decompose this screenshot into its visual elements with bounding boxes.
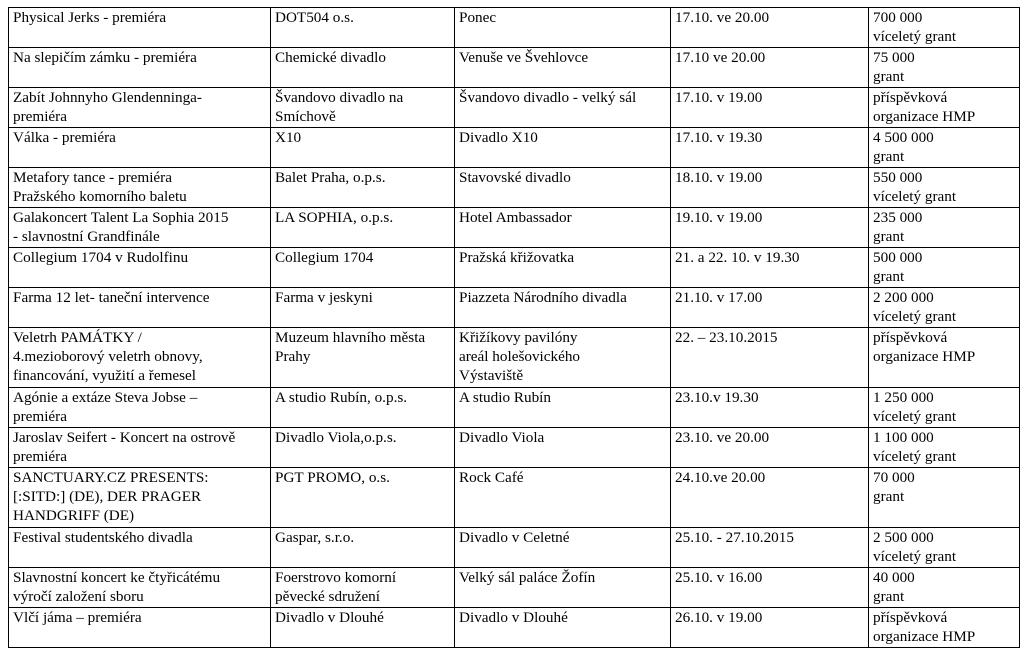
event-name-cell: Farma 12 let- taneční intervence — [9, 288, 271, 328]
table-row — [9, 208, 1020, 248]
organizer-cell: Divadlo v Dlouhé — [271, 608, 455, 648]
table-row — [9, 328, 1020, 388]
support-cell: 70 000 grant — [869, 468, 1020, 528]
organizer-cell: X10 — [271, 128, 455, 168]
table-row — [9, 128, 1020, 168]
table-row — [9, 48, 1020, 88]
venue-cell: Velký sál paláce Žofín — [455, 568, 671, 608]
date-cell: 26.10. v 19.00 — [671, 608, 869, 648]
date-cell: 22. – 23.10.2015 — [671, 328, 869, 388]
table-row — [9, 468, 1020, 528]
venue-cell: Křižíkovy pavilóny areál holešovického Výstaviště — [455, 328, 671, 388]
venue-cell: Divadlo Viola — [455, 428, 671, 468]
venue-cell: Venuše ve Švehlovce — [455, 48, 671, 88]
table-row — [9, 428, 1020, 468]
venue-cell: Ponec — [455, 8, 671, 48]
event-name-cell: Jaroslav Seifert - Koncert na ostrově premiéra — [9, 428, 271, 468]
event-name-cell: Galakoncert Talent La Sophia 2015 - slavnostní Grandfinále — [9, 208, 271, 248]
support-cell: 1 250 000 víceletý grant — [869, 388, 1020, 428]
venue-cell: Divadlo v Celetné — [455, 528, 671, 568]
support-cell: 2 200 000 víceletý grant — [869, 288, 1020, 328]
events-table-container — [8, 7, 1020, 648]
date-cell: 17.10. v 19.30 — [671, 128, 869, 168]
support-cell: 1 100 000 víceletý grant — [869, 428, 1020, 468]
event-name-cell: Veletrh PAMÁTKY / 4.mezioborový veletrh obnovy, financování, využití a řemesel — [9, 328, 271, 388]
venue-cell: A studio Rubín — [455, 388, 671, 428]
organizer-cell: Collegium 1704 — [271, 248, 455, 288]
organizer-cell: Divadlo Viola,o.p.s. — [271, 428, 455, 468]
table-row — [9, 8, 1020, 48]
organizer-cell: Švandovo divadlo na Smíchově — [271, 88, 455, 128]
organizer-cell: DOT504 o.s. — [271, 8, 455, 48]
organizer-cell: A studio Rubín, o.p.s. — [271, 388, 455, 428]
organizer-cell: PGT PROMO, o.s. — [271, 468, 455, 528]
organizer-cell: Gaspar, s.r.o. — [271, 528, 455, 568]
event-name-cell: Zabít Johnnyho Glendenninga- premiéra — [9, 88, 271, 128]
table-row — [9, 88, 1020, 128]
event-name-cell: Agónie a extáze Steva Jobse – premiéra — [9, 388, 271, 428]
date-cell: 17.10. v 19.00 — [671, 88, 869, 128]
support-cell: 235 000 grant — [869, 208, 1020, 248]
events-table — [8, 7, 1020, 648]
date-cell: 23.10.v 19.30 — [671, 388, 869, 428]
date-cell: 24.10.ve 20.00 — [671, 468, 869, 528]
organizer-cell: Balet Praha, o.p.s. — [271, 168, 455, 208]
date-cell: 25.10. - 27.10.2015 — [671, 528, 869, 568]
event-name-cell: Metafory tance - premiéra Pražského komorního baletu — [9, 168, 271, 208]
support-cell: příspěvková organizace HMP — [869, 328, 1020, 388]
venue-cell: Stavovské divadlo — [455, 168, 671, 208]
event-name-cell: SANCTUARY.CZ PRESENTS: [:SITD:] (DE), DER PRAGER HANDGRIFF (DE) — [9, 468, 271, 528]
date-cell: 25.10. v 16.00 — [671, 568, 869, 608]
date-cell: 17.10. ve 20.00 — [671, 8, 869, 48]
table-row — [9, 248, 1020, 288]
support-cell: příspěvková organizace HMP — [869, 608, 1020, 648]
support-cell: 550 000 víceletý grant — [869, 168, 1020, 208]
organizer-cell: Farma v jeskyni — [271, 288, 455, 328]
support-cell: příspěvková organizace HMP — [869, 88, 1020, 128]
table-row — [9, 568, 1020, 608]
event-name-cell: Festival studentského divadla — [9, 528, 271, 568]
event-name-cell: Slavnostní koncert ke čtyřicátému výročí založení sboru — [9, 568, 271, 608]
venue-cell: Divadlo X10 — [455, 128, 671, 168]
table-row — [9, 168, 1020, 208]
organizer-cell: Chemické divadlo — [271, 48, 455, 88]
venue-cell: Piazzeta Národního divadla — [455, 288, 671, 328]
event-name-cell: Physical Jerks - premiéra — [9, 8, 271, 48]
event-name-cell: Vlčí jáma – premiéra — [9, 608, 271, 648]
event-name-cell: Collegium 1704 v Rudolfinu — [9, 248, 271, 288]
organizer-cell: Foerstrovo komorní pěvecké sdružení — [271, 568, 455, 608]
organizer-cell: Muzeum hlavního města Prahy — [271, 328, 455, 388]
date-cell: 21. a 22. 10. v 19.30 — [671, 248, 869, 288]
event-name-cell: Válka - premiéra — [9, 128, 271, 168]
venue-cell: Hotel Ambassador — [455, 208, 671, 248]
event-name-cell: Na slepičím zámku - premiéra — [9, 48, 271, 88]
date-cell: 17.10 ve 20.00 — [671, 48, 869, 88]
table-row — [9, 288, 1020, 328]
support-cell: 500 000 grant — [869, 248, 1020, 288]
venue-cell: Pražská křižovatka — [455, 248, 671, 288]
organizer-cell: LA SOPHIA, o.p.s. — [271, 208, 455, 248]
support-cell: 40 000 grant — [869, 568, 1020, 608]
venue-cell: Švandovo divadlo - velký sál — [455, 88, 671, 128]
table-row — [9, 608, 1020, 648]
venue-cell: Rock Café — [455, 468, 671, 528]
support-cell: 2 500 000 víceletý grant — [869, 528, 1020, 568]
date-cell: 19.10. v 19.00 — [671, 208, 869, 248]
venue-cell: Divadlo v Dlouhé — [455, 608, 671, 648]
table-row — [9, 528, 1020, 568]
support-cell: 700 000 víceletý grant — [869, 8, 1020, 48]
date-cell: 21.10. v 17.00 — [671, 288, 869, 328]
table-row — [9, 388, 1020, 428]
support-cell: 4 500 000 grant — [869, 128, 1020, 168]
support-cell: 75 000 grant — [869, 48, 1020, 88]
date-cell: 23.10. ve 20.00 — [671, 428, 869, 468]
date-cell: 18.10. v 19.00 — [671, 168, 869, 208]
